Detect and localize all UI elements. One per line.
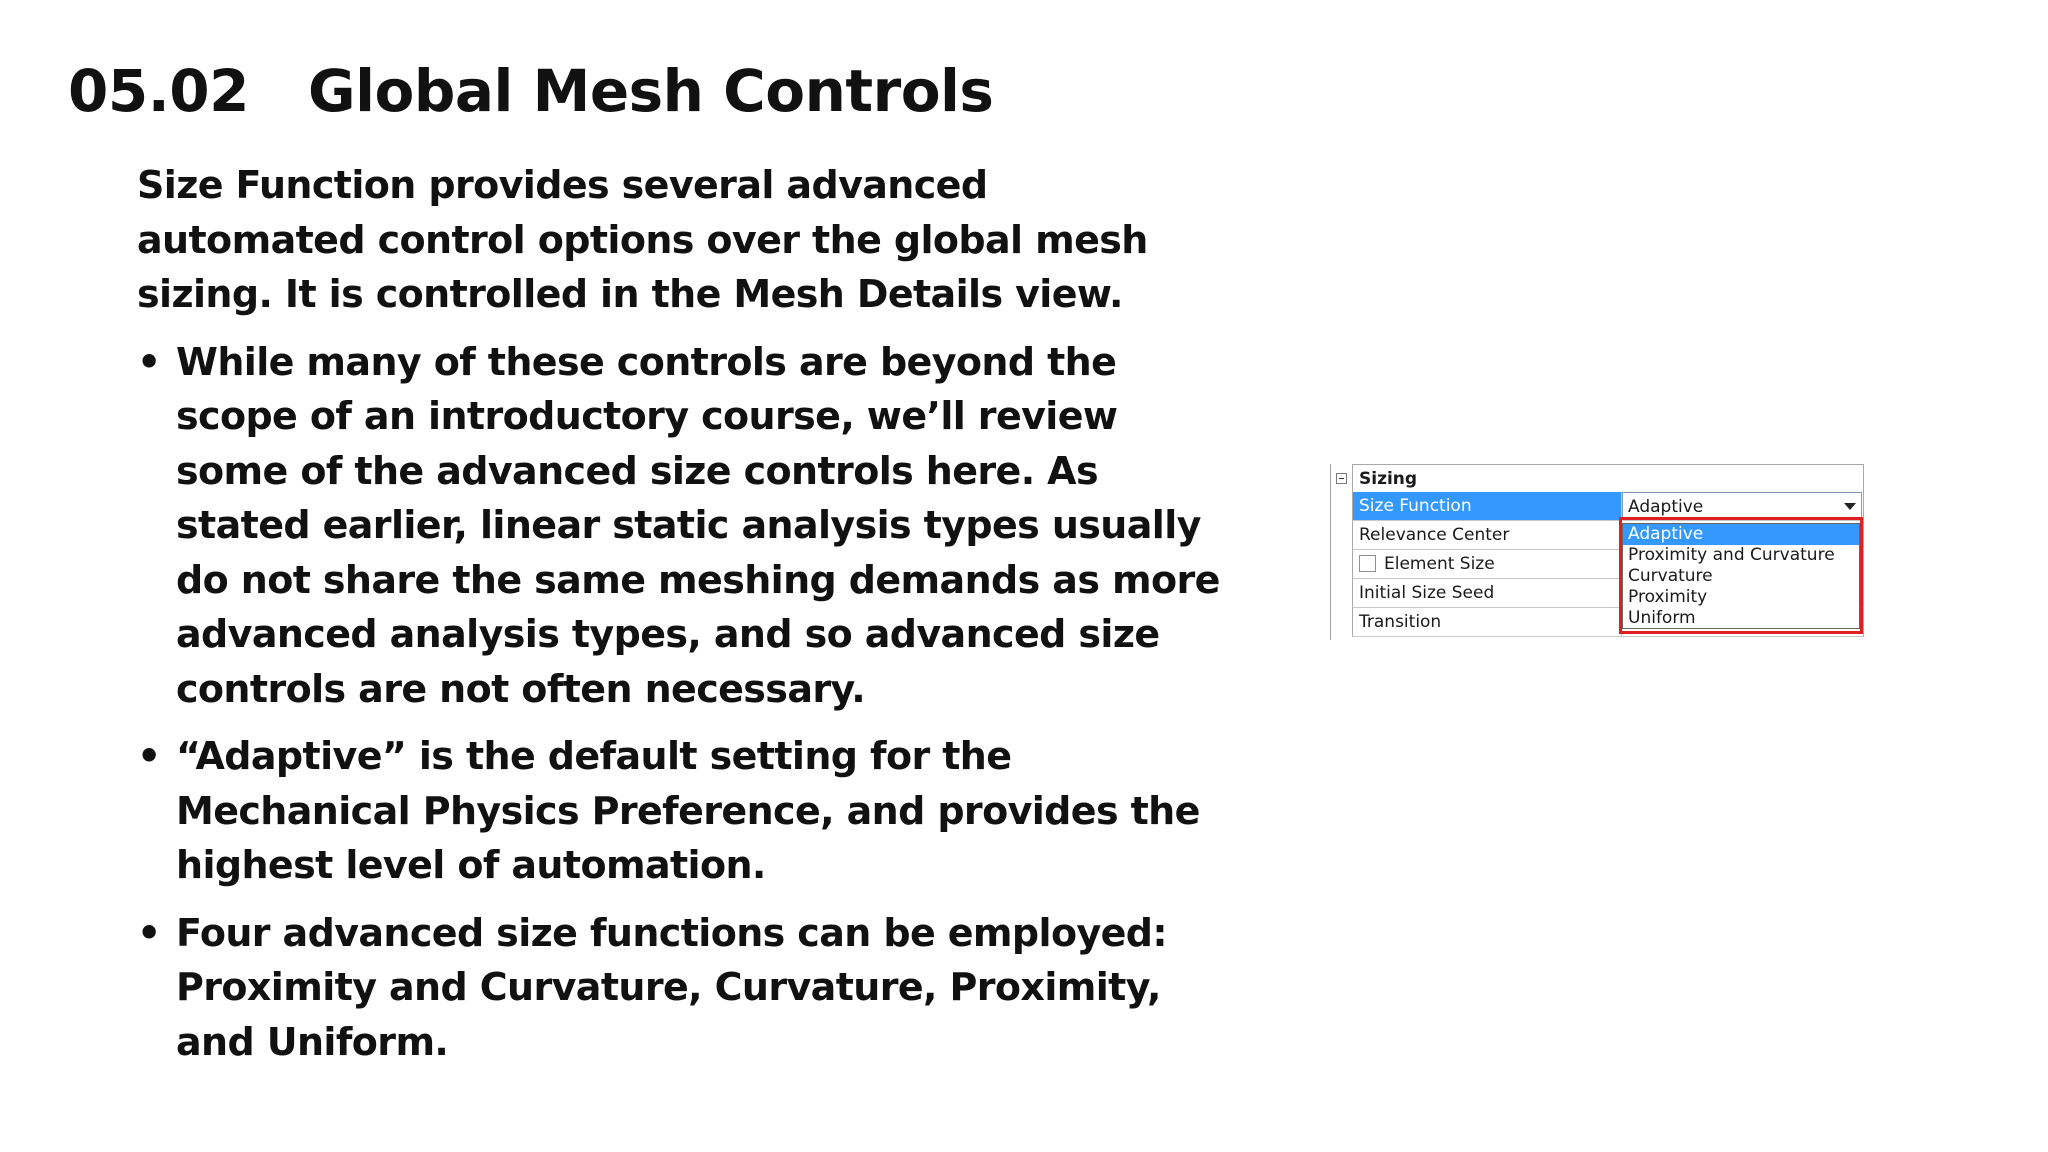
bullet-dot-icon: • bbox=[137, 339, 161, 384]
dropdown-option-proximity-and-curvature[interactable]: Proximity and Curvature bbox=[1628, 545, 1835, 565]
property-name: Initial Size Seed bbox=[1353, 579, 1622, 607]
property-value-cell[interactable] bbox=[1622, 492, 1863, 520]
intro-paragraph: Size Function provides several advanced automated control options over the global mesh sizing. It is controlled in the Mesh Details view. bbox=[137, 163, 1148, 316]
bullet-item bbox=[137, 729, 1227, 893]
property-name: Size Function bbox=[1353, 492, 1622, 520]
dropdown-arrow-icon[interactable] bbox=[1839, 496, 1859, 516]
dropdown-option-curvature[interactable]: Curvature bbox=[1628, 566, 1713, 586]
dropdown-option-proximity[interactable]: Proximity bbox=[1628, 587, 1708, 607]
dropdown-option-uniform[interactable]: Uniform bbox=[1628, 608, 1696, 628]
element-size-checkbox[interactable] bbox=[1359, 555, 1376, 572]
property-name: Transition bbox=[1353, 608, 1622, 636]
collapse-minus-icon[interactable] bbox=[1336, 473, 1347, 484]
property-name-cell bbox=[1353, 550, 1622, 578]
bullet-text: While many of these controls are beyond the scope of an introductory course, we’ll review some of the advanced size controls here. As stated earlier, linear static analysis types usually do not share the same meshing demands as more advanced analysis types, and so advanced size controls are not often necessary. bbox=[176, 339, 1220, 711]
sizing-group-label: Sizing bbox=[1352, 464, 1864, 492]
property-name: Relevance Center bbox=[1353, 521, 1622, 549]
size-function-select[interactable] bbox=[1622, 492, 1862, 520]
bullet-dot-icon: • bbox=[137, 734, 161, 778]
dropdown-option-adaptive[interactable]: Adaptive bbox=[1623, 524, 1859, 545]
bullet-text: Four advanced size functions can be employed: Proximity and Curvature, Curvature, Proximity, and Uniform. bbox=[176, 910, 1168, 1064]
bullet-dot-icon: • bbox=[137, 910, 161, 955]
property-name: Element Size bbox=[1384, 554, 1495, 574]
slide-title: 05.02 Global Mesh Controls bbox=[68, 57, 994, 125]
mesh-details-panel bbox=[1330, 464, 1864, 640]
bullet-text: “Adaptive” is the default setting for the Mechanical Physics Preference, and provides the highest level of automation. bbox=[176, 734, 1200, 887]
bullet-list bbox=[137, 335, 1227, 1070]
sizing-group-header[interactable] bbox=[1330, 464, 1864, 492]
red-highlight-frame bbox=[1619, 517, 1863, 634]
slide-body bbox=[137, 158, 1227, 1082]
bullet-item bbox=[137, 335, 1227, 717]
size-function-value: Adaptive bbox=[1628, 497, 1704, 517]
bullet-item bbox=[137, 906, 1227, 1070]
